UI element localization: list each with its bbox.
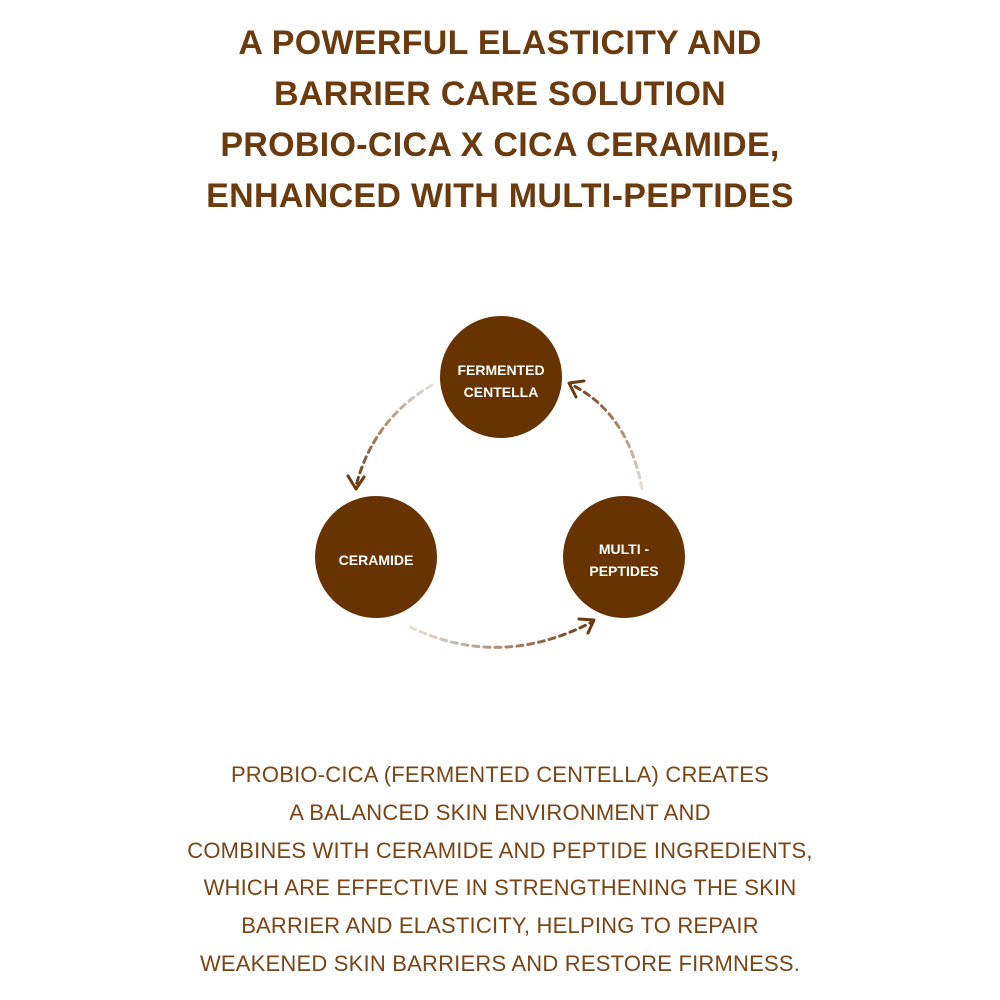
arrow-ceramide-to-peptides [410, 619, 594, 647]
description-line: WHICH ARE EFFECTIVE IN STRENGTHENING THE SKIN [203, 875, 797, 901]
node-fermented-centella [440, 316, 562, 438]
description-line: BARRIER AND ELASTICITY, HELPING TO REPAIR [241, 913, 759, 939]
node-label: CENTELLA [463, 384, 539, 400]
node-ceramide [315, 496, 437, 618]
headline-line: BARRIER CARE SOLUTION [273, 75, 727, 113]
node-label: MULTI - [598, 541, 650, 557]
node-multi-peptides [563, 496, 685, 618]
description-line: WEAKENED SKIN BARRIERS AND RESTORE FIRMNESS. [199, 950, 801, 976]
description-line: PROBIO-CICA (FERMENTED CENTELLA) CREATES [230, 762, 770, 787]
node-label: FERMENTED [457, 362, 545, 378]
description [0, 756, 1000, 983]
headline-line: PROBIO-CICA X CICA CERAMIDE, [220, 126, 780, 164]
headline-line: ENHANCED WITH MULTI-PEPTIDES [206, 177, 794, 215]
node-label: PEPTIDES [589, 563, 659, 579]
description-line: COMBINES WITH CERAMIDE AND PEPTIDE INGREDIENTS, [187, 837, 813, 863]
node-label: CERAMIDE [338, 552, 414, 568]
arrow-centella-to-ceramide [348, 385, 432, 489]
arrow-peptides-to-centella [569, 381, 642, 489]
description-line: A BALANCED SKIN ENVIRONMENT AND [289, 799, 711, 825]
headline-line: A POWERFUL ELASTICITY AND [238, 24, 762, 62]
